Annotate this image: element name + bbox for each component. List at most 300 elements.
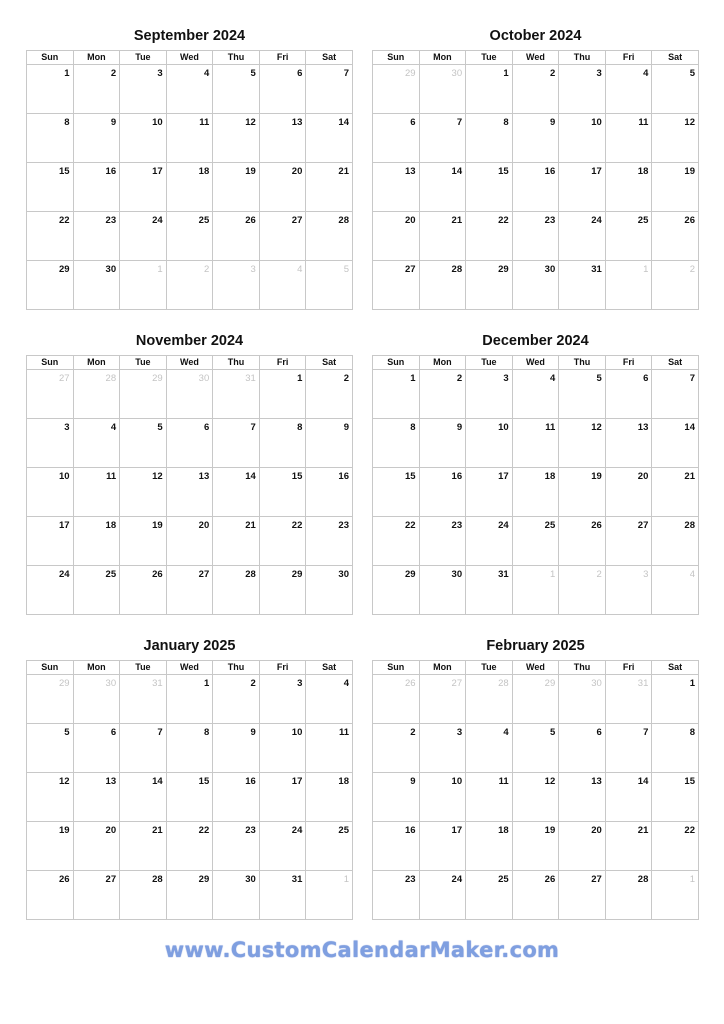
day-cell: 26 xyxy=(652,212,699,261)
day-cell: 11 xyxy=(166,114,213,163)
day-cell-other-month: 1 xyxy=(652,871,699,920)
day-cell: 9 xyxy=(73,114,120,163)
weekday-label: Wed xyxy=(166,661,213,675)
day-cell: 24 xyxy=(120,212,167,261)
weekday-label: Thu xyxy=(559,661,606,675)
day-cell: 16 xyxy=(373,822,420,871)
month-title: February 2025 xyxy=(486,638,585,654)
day-cell: 14 xyxy=(306,114,353,163)
week-row xyxy=(373,871,699,920)
day-cell: 22 xyxy=(466,212,513,261)
day-cell: 15 xyxy=(27,163,74,212)
week-row xyxy=(373,773,699,822)
day-cell-other-month: 27 xyxy=(419,675,466,724)
day-cell-other-month: 31 xyxy=(120,675,167,724)
day-cell-other-month: 29 xyxy=(120,370,167,419)
day-cell-other-month: 26 xyxy=(373,675,420,724)
day-cell: 7 xyxy=(605,724,652,773)
day-cell: 17 xyxy=(559,163,606,212)
day-cell: 27 xyxy=(73,871,120,920)
day-cell: 30 xyxy=(306,566,353,615)
week-row xyxy=(27,65,353,114)
weekday-label: Mon xyxy=(73,356,120,370)
day-cell: 22 xyxy=(373,517,420,566)
week-row xyxy=(373,566,699,615)
day-cell: 24 xyxy=(259,822,306,871)
day-cell: 16 xyxy=(213,773,260,822)
day-cell: 24 xyxy=(466,517,513,566)
day-cell-other-month: 2 xyxy=(559,566,606,615)
weekday-label: Fri xyxy=(605,356,652,370)
weekday-label: Mon xyxy=(73,51,120,65)
day-cell: 8 xyxy=(466,114,513,163)
day-cell: 26 xyxy=(213,212,260,261)
day-cell: 22 xyxy=(652,822,699,871)
week-row xyxy=(27,822,353,871)
day-cell: 20 xyxy=(259,163,306,212)
weekday-label: Mon xyxy=(73,661,120,675)
day-cell: 14 xyxy=(605,773,652,822)
calendar-grid xyxy=(372,50,699,310)
weekday-label: Sat xyxy=(652,51,699,65)
weekday-label: Fri xyxy=(605,51,652,65)
day-cell: 19 xyxy=(559,468,606,517)
week-row xyxy=(27,212,353,261)
day-cell: 14 xyxy=(652,419,699,468)
day-cell: 4 xyxy=(466,724,513,773)
calendar-grid xyxy=(26,660,353,920)
day-cell-other-month: 31 xyxy=(605,675,652,724)
week-row xyxy=(27,419,353,468)
day-cell: 12 xyxy=(120,468,167,517)
day-cell: 23 xyxy=(512,212,559,261)
day-cell: 6 xyxy=(559,724,606,773)
day-cell: 5 xyxy=(213,65,260,114)
week-row xyxy=(27,566,353,615)
week-row xyxy=(373,370,699,419)
day-cell: 5 xyxy=(27,724,74,773)
week-row xyxy=(373,163,699,212)
day-cell: 15 xyxy=(166,773,213,822)
day-cell: 16 xyxy=(512,163,559,212)
day-cell: 26 xyxy=(512,871,559,920)
day-cell-other-month: 1 xyxy=(306,871,353,920)
day-cell-other-month: 28 xyxy=(73,370,120,419)
day-cell: 29 xyxy=(373,566,420,615)
week-row xyxy=(27,675,353,724)
weekday-label: Wed xyxy=(166,356,213,370)
day-cell: 11 xyxy=(512,419,559,468)
day-cell: 9 xyxy=(306,419,353,468)
day-cell: 20 xyxy=(605,468,652,517)
day-cell: 21 xyxy=(605,822,652,871)
day-cell-other-month: 4 xyxy=(652,566,699,615)
day-cell: 1 xyxy=(259,370,306,419)
weekday-label: Thu xyxy=(213,51,260,65)
day-cell: 13 xyxy=(559,773,606,822)
day-cell: 14 xyxy=(213,468,260,517)
day-cell: 15 xyxy=(466,163,513,212)
day-cell: 2 xyxy=(73,65,120,114)
day-cell: 8 xyxy=(166,724,213,773)
day-cell-other-month: 1 xyxy=(120,261,167,310)
day-cell: 11 xyxy=(605,114,652,163)
day-cell: 9 xyxy=(512,114,559,163)
weekday-label: Mon xyxy=(419,661,466,675)
day-cell: 20 xyxy=(373,212,420,261)
week-row xyxy=(27,871,353,920)
month-calendar xyxy=(26,635,353,930)
day-cell: 8 xyxy=(27,114,74,163)
day-cell: 12 xyxy=(27,773,74,822)
week-row xyxy=(27,773,353,822)
day-cell: 4 xyxy=(512,370,559,419)
day-cell: 25 xyxy=(73,566,120,615)
day-cell: 29 xyxy=(166,871,213,920)
day-cell: 6 xyxy=(166,419,213,468)
day-cell: 4 xyxy=(306,675,353,724)
week-row xyxy=(373,468,699,517)
day-cell: 20 xyxy=(73,822,120,871)
day-cell: 23 xyxy=(73,212,120,261)
week-row xyxy=(373,419,699,468)
day-cell: 5 xyxy=(559,370,606,419)
day-cell-other-month: 30 xyxy=(73,675,120,724)
month-calendar xyxy=(372,330,699,625)
day-cell: 4 xyxy=(73,419,120,468)
day-cell: 3 xyxy=(559,65,606,114)
day-cell: 17 xyxy=(466,468,513,517)
weekday-label: Sun xyxy=(27,356,74,370)
day-cell: 6 xyxy=(605,370,652,419)
day-cell: 11 xyxy=(306,724,353,773)
day-cell: 5 xyxy=(652,65,699,114)
day-cell: 12 xyxy=(652,114,699,163)
day-cell: 25 xyxy=(466,871,513,920)
day-cell: 31 xyxy=(559,261,606,310)
day-cell: 7 xyxy=(306,65,353,114)
day-cell-other-month: 4 xyxy=(259,261,306,310)
month-calendar xyxy=(26,25,353,320)
day-cell: 16 xyxy=(73,163,120,212)
week-row xyxy=(27,370,353,419)
day-cell: 26 xyxy=(559,517,606,566)
month-title: January 2025 xyxy=(143,638,236,654)
day-cell: 19 xyxy=(27,822,74,871)
month-calendar xyxy=(372,25,699,320)
week-row xyxy=(27,517,353,566)
day-cell: 29 xyxy=(259,566,306,615)
weekday-label: Tue xyxy=(466,51,513,65)
weekday-header-row xyxy=(373,51,699,65)
day-cell-other-month: 5 xyxy=(306,261,353,310)
day-cell: 30 xyxy=(419,566,466,615)
day-cell: 1 xyxy=(27,65,74,114)
day-cell: 15 xyxy=(652,773,699,822)
week-row xyxy=(27,114,353,163)
day-cell-other-month: 3 xyxy=(605,566,652,615)
day-cell: 21 xyxy=(652,468,699,517)
day-cell: 28 xyxy=(419,261,466,310)
weekday-label: Sat xyxy=(306,356,353,370)
day-cell: 18 xyxy=(73,517,120,566)
weekday-label: Tue xyxy=(120,661,167,675)
day-cell: 21 xyxy=(419,212,466,261)
day-cell: 28 xyxy=(120,871,167,920)
website-link[interactable]: www.CustomCalendarMaker.com xyxy=(164,938,560,962)
day-cell: 27 xyxy=(259,212,306,261)
day-cell: 13 xyxy=(605,419,652,468)
day-cell-other-month: 2 xyxy=(166,261,213,310)
day-cell: 23 xyxy=(306,517,353,566)
weekday-label: Sun xyxy=(373,661,420,675)
day-cell: 1 xyxy=(373,370,420,419)
day-cell-other-month: 30 xyxy=(559,675,606,724)
day-cell: 15 xyxy=(259,468,306,517)
day-cell: 30 xyxy=(73,261,120,310)
month-calendar xyxy=(372,635,699,930)
weekday-label: Wed xyxy=(166,51,213,65)
day-cell: 6 xyxy=(373,114,420,163)
day-cell: 31 xyxy=(466,566,513,615)
week-row xyxy=(373,114,699,163)
day-cell: 19 xyxy=(512,822,559,871)
day-cell: 3 xyxy=(466,370,513,419)
weekday-label: Wed xyxy=(512,356,559,370)
weekday-label: Wed xyxy=(512,661,559,675)
day-cell: 10 xyxy=(120,114,167,163)
day-cell: 13 xyxy=(373,163,420,212)
week-row xyxy=(373,212,699,261)
day-cell: 18 xyxy=(306,773,353,822)
calendar-grid xyxy=(372,355,699,615)
day-cell: 2 xyxy=(373,724,420,773)
day-cell: 21 xyxy=(213,517,260,566)
day-cell: 22 xyxy=(27,212,74,261)
weekday-label: Fri xyxy=(259,51,306,65)
weekday-label: Sat xyxy=(652,661,699,675)
day-cell-other-month: 29 xyxy=(373,65,420,114)
day-cell: 18 xyxy=(466,822,513,871)
day-cell: 25 xyxy=(512,517,559,566)
weekday-label: Mon xyxy=(419,51,466,65)
month-title: December 2024 xyxy=(482,333,589,349)
day-cell: 20 xyxy=(166,517,213,566)
day-cell: 9 xyxy=(419,419,466,468)
day-cell: 2 xyxy=(419,370,466,419)
day-cell: 4 xyxy=(605,65,652,114)
day-cell: 29 xyxy=(466,261,513,310)
weekday-label: Tue xyxy=(120,51,167,65)
day-cell: 2 xyxy=(213,675,260,724)
week-row xyxy=(27,261,353,310)
day-cell: 19 xyxy=(652,163,699,212)
day-cell: 12 xyxy=(559,419,606,468)
day-cell: 24 xyxy=(559,212,606,261)
day-cell: 17 xyxy=(120,163,167,212)
weekday-label: Fri xyxy=(259,356,306,370)
weekday-label: Tue xyxy=(466,661,513,675)
day-cell: 25 xyxy=(166,212,213,261)
day-cell: 27 xyxy=(373,261,420,310)
day-cell: 5 xyxy=(120,419,167,468)
day-cell-other-month: 30 xyxy=(166,370,213,419)
week-row xyxy=(373,822,699,871)
day-cell: 28 xyxy=(605,871,652,920)
day-cell: 12 xyxy=(213,114,260,163)
day-cell: 3 xyxy=(27,419,74,468)
day-cell: 10 xyxy=(27,468,74,517)
weekday-label: Thu xyxy=(559,51,606,65)
day-cell: 19 xyxy=(213,163,260,212)
weekday-label: Sun xyxy=(373,356,420,370)
day-cell: 23 xyxy=(213,822,260,871)
day-cell: 24 xyxy=(27,566,74,615)
day-cell-other-month: 2 xyxy=(652,261,699,310)
week-row xyxy=(27,163,353,212)
day-cell: 6 xyxy=(259,65,306,114)
day-cell: 3 xyxy=(259,675,306,724)
day-cell: 16 xyxy=(306,468,353,517)
day-cell: 4 xyxy=(166,65,213,114)
day-cell: 16 xyxy=(419,468,466,517)
day-cell: 14 xyxy=(419,163,466,212)
week-row xyxy=(373,517,699,566)
weekday-label: Sun xyxy=(373,51,420,65)
weekday-header-row xyxy=(27,51,353,65)
week-row xyxy=(373,65,699,114)
weekday-header-row xyxy=(373,661,699,675)
day-cell: 27 xyxy=(605,517,652,566)
day-cell: 21 xyxy=(306,163,353,212)
day-cell: 13 xyxy=(166,468,213,517)
day-cell: 2 xyxy=(306,370,353,419)
day-cell: 26 xyxy=(27,871,74,920)
day-cell: 23 xyxy=(373,871,420,920)
month-title: September 2024 xyxy=(133,28,246,44)
day-cell: 28 xyxy=(652,517,699,566)
week-row xyxy=(27,468,353,517)
weekday-label: Sat xyxy=(652,356,699,370)
day-cell: 31 xyxy=(259,871,306,920)
day-cell: 10 xyxy=(466,419,513,468)
day-cell: 25 xyxy=(306,822,353,871)
day-cell: 10 xyxy=(259,724,306,773)
day-cell: 19 xyxy=(120,517,167,566)
month-title: October 2024 xyxy=(489,28,582,44)
day-cell: 27 xyxy=(559,871,606,920)
day-cell: 29 xyxy=(27,261,74,310)
day-cell: 1 xyxy=(166,675,213,724)
day-cell-other-month: 30 xyxy=(419,65,466,114)
day-cell: 17 xyxy=(419,822,466,871)
day-cell: 30 xyxy=(213,871,260,920)
day-cell-other-month: 3 xyxy=(213,261,260,310)
day-cell: 6 xyxy=(73,724,120,773)
weekday-label: Fri xyxy=(605,661,652,675)
weekday-label: Tue xyxy=(120,356,167,370)
day-cell: 23 xyxy=(419,517,466,566)
week-row xyxy=(373,261,699,310)
weekday-label: Thu xyxy=(559,356,606,370)
day-cell: 28 xyxy=(306,212,353,261)
day-cell: 15 xyxy=(373,468,420,517)
day-cell: 1 xyxy=(652,675,699,724)
weekday-label: Tue xyxy=(466,356,513,370)
day-cell-other-month: 28 xyxy=(466,675,513,724)
weekday-header-row xyxy=(27,661,353,675)
day-cell: 30 xyxy=(512,261,559,310)
weekday-label: Thu xyxy=(213,661,260,675)
day-cell: 18 xyxy=(166,163,213,212)
day-cell: 1 xyxy=(466,65,513,114)
week-row xyxy=(27,724,353,773)
day-cell: 2 xyxy=(512,65,559,114)
week-row xyxy=(373,675,699,724)
day-cell: 8 xyxy=(652,724,699,773)
day-cell: 7 xyxy=(213,419,260,468)
day-cell-other-month: 1 xyxy=(605,261,652,310)
day-cell: 7 xyxy=(652,370,699,419)
day-cell-other-month: 29 xyxy=(512,675,559,724)
calendar-grid xyxy=(26,355,353,615)
day-cell: 14 xyxy=(120,773,167,822)
day-cell: 18 xyxy=(605,163,652,212)
day-cell: 20 xyxy=(559,822,606,871)
day-cell: 11 xyxy=(73,468,120,517)
day-cell: 22 xyxy=(259,517,306,566)
day-cell: 25 xyxy=(605,212,652,261)
day-cell: 22 xyxy=(166,822,213,871)
weekday-label: Wed xyxy=(512,51,559,65)
day-cell: 3 xyxy=(120,65,167,114)
day-cell: 17 xyxy=(259,773,306,822)
week-row xyxy=(373,724,699,773)
day-cell: 10 xyxy=(419,773,466,822)
day-cell: 24 xyxy=(419,871,466,920)
day-cell: 8 xyxy=(259,419,306,468)
day-cell: 8 xyxy=(373,419,420,468)
day-cell: 21 xyxy=(120,822,167,871)
weekday-label: Thu xyxy=(213,356,260,370)
day-cell-other-month: 29 xyxy=(27,675,74,724)
day-cell: 18 xyxy=(512,468,559,517)
calendar-grid xyxy=(26,50,353,310)
weekday-label: Sun xyxy=(27,51,74,65)
month-title: November 2024 xyxy=(135,333,244,349)
weekday-header-row xyxy=(373,356,699,370)
weekday-label: Sun xyxy=(27,661,74,675)
day-cell: 7 xyxy=(120,724,167,773)
day-cell: 7 xyxy=(419,114,466,163)
day-cell: 12 xyxy=(512,773,559,822)
weekday-label: Sat xyxy=(306,661,353,675)
day-cell: 13 xyxy=(73,773,120,822)
weekday-label: Sat xyxy=(306,51,353,65)
day-cell: 9 xyxy=(213,724,260,773)
day-cell: 28 xyxy=(213,566,260,615)
weekday-label: Mon xyxy=(419,356,466,370)
month-calendar xyxy=(26,330,353,625)
weekday-header-row xyxy=(27,356,353,370)
day-cell: 11 xyxy=(466,773,513,822)
day-cell-other-month: 27 xyxy=(27,370,74,419)
day-cell-other-month: 31 xyxy=(213,370,260,419)
day-cell: 9 xyxy=(373,773,420,822)
day-cell: 27 xyxy=(166,566,213,615)
day-cell: 13 xyxy=(259,114,306,163)
weekday-label: Fri xyxy=(259,661,306,675)
